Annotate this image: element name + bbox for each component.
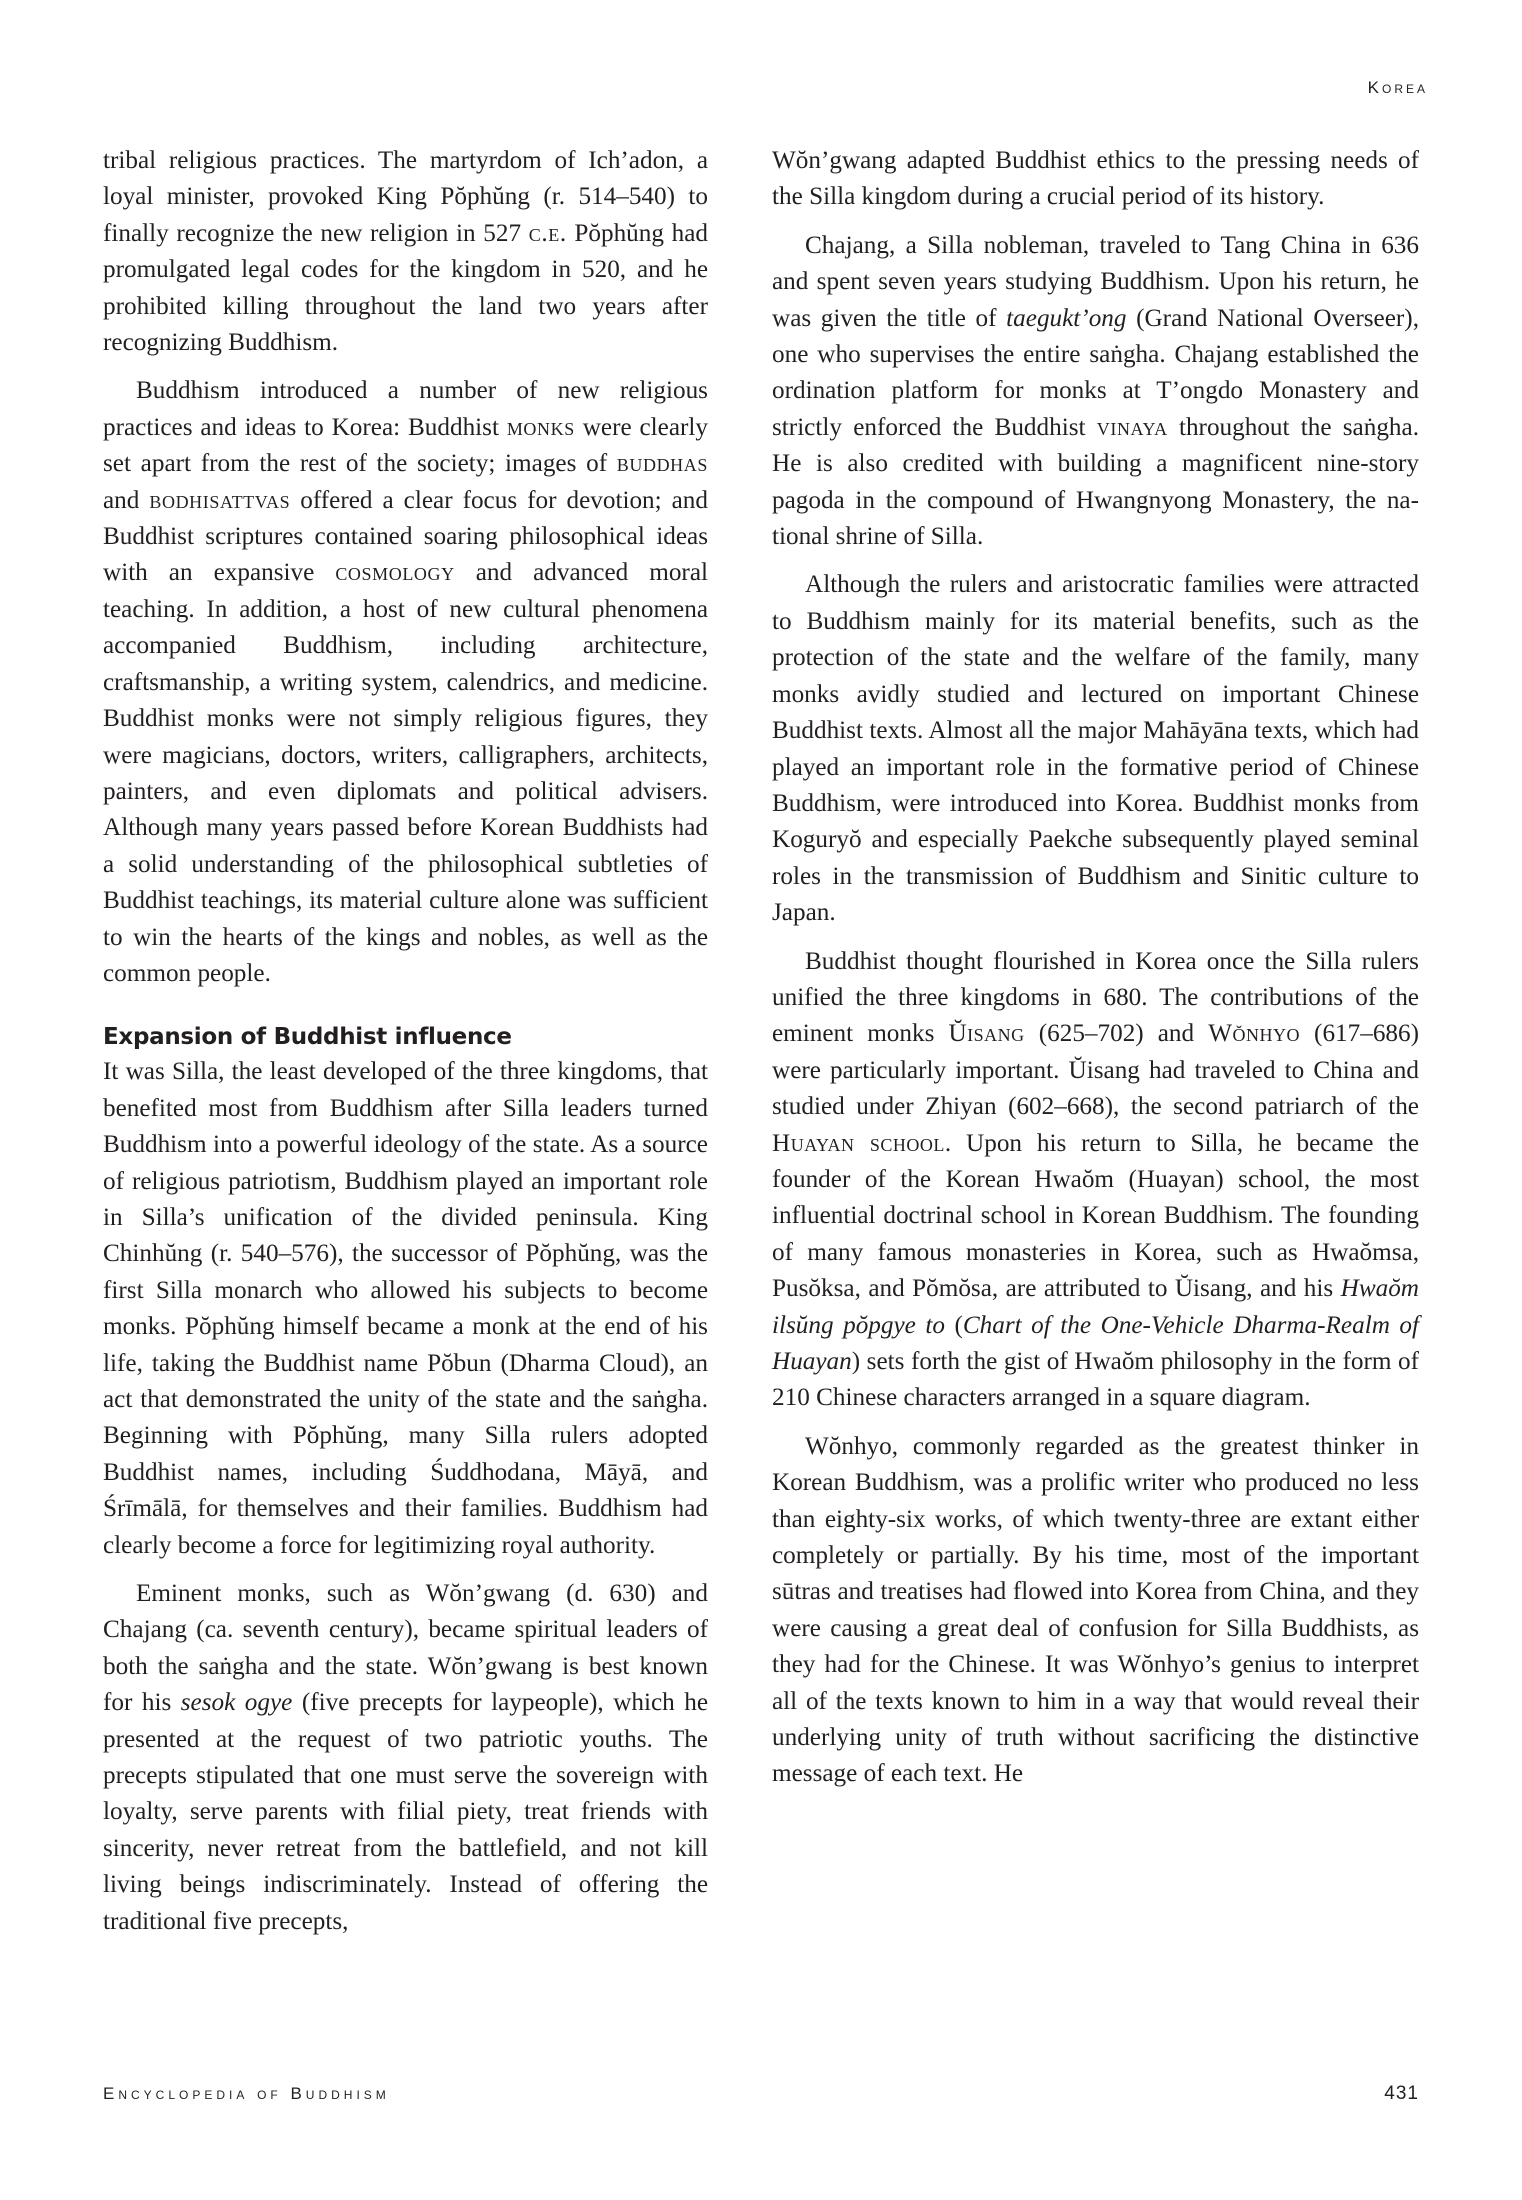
paragraph [772, 944, 1419, 1417]
paragraph-text: offered a clear focus for devotion; and Buddhist scriptures contained soaring philosophical ideas with an expansive [103, 486, 708, 587]
paragraph-continuation: Wŏn’gwang adapted Buddhist ethics to the pressing needs of the Silla kingdom during a crucial period of its history. [772, 147, 1419, 211]
paragraph-text: (Grand National Overseer), one who supervises the entire saṅgha. Chajang established the ordination platform for monks at T’ongdo Monastery and strictly enforced the Buddhist [772, 304, 1419, 441]
cross-reference-buddhas[interactable]: buddhas [616, 450, 708, 478]
paragraph-text: Pŏphŭng had promulgated legal codes for the kingdom in 520, and he prohibited killing throughout the land two years after recognizing Buddhism. [103, 219, 708, 357]
book-title: Encyclopedia of Buddhism [103, 2084, 390, 2103]
paragraph [772, 228, 1419, 556]
paragraph-text: Buddhism introduced a number of new religious practices and ideas to Korea: Buddhist [103, 377, 708, 441]
italic-title: Hwaŏm ilsŭng pŏpgye to [772, 1275, 1419, 1339]
cross-reference-cosmology[interactable]: cosmology [335, 559, 455, 587]
paragraph: Although the rulers and aristocratic families were attracted to Buddhism mainly for its material benefits, such as the protection of the state and the welfare of the family, many monks avidly studied and lectured on important Chinese Buddhist texts. Almost all the major Mahāyāna texts, which had played an important role in the formative period of Chinese Buddhism, were introduced into Korea. Buddhist monks from Koguryŏ and especially Paekche subsequently played seminal roles in the transmission of Buddhism and Sinitic culture to Japan. [772, 571, 1419, 927]
cross-reference-huayan-school[interactable]: Huayan school [772, 1129, 945, 1157]
left-column [103, 143, 708, 1940]
paragraph-text: ( [944, 1311, 963, 1339]
cross-reference-monks[interactable]: monks [506, 413, 575, 441]
paragraph-continuation [103, 143, 708, 361]
running-head: Korea [1367, 78, 1428, 97]
paragraph-text: Chajang, a Silla nobleman, traveled to Tang China in 636 and spent seven years studying Buddhism. Upon his return, he was given the title of [772, 231, 1419, 332]
paragraph [103, 1576, 708, 1940]
paragraph-text: . Upon his return to Silla, he became the founder of the Korean Hwaŏm (Huayan) school, the most influential doctrinal school in Korean Buddhism. The founding of many famous monasteries in Korea, such as Hwaŏmsa, Pusŏksa, and Pŏmŏsa, are attributed to Ŭisang, and his [772, 1129, 1420, 1303]
paragraph-text: throughout the saṅgha. He is also credited with building a magnificent nine-story pagoda in the compound of Hwangnyong Monastery, the national shrine of Silla. [772, 413, 1419, 551]
paragraph: It was Silla, the least developed of the three kingdoms, that benefited most from Buddhism after Silla leaders turned Buddhism into a powerful ideology of the state. As a source of religious patriotism, Buddhism played an important role in Silla’s unification of the divided peninsula. King Chinhŭng (r. 540–576), the successor of Pŏphŭng, was the first Silla monarch who allowed his subjects to become monks. Pŏphŭng himself became a monk at the end of his life, taking the Buddhist name Pŏbun (Dharma Cloud), an act that demonstrated the unity of the state and the saṅgha. Beginning with Pŏphŭng, many Silla rulers adopted Buddhist names, including Śuddhodana, Māyā, and Śrīmālā, for themselves and their families. Buddhism had clearly become a force for legitimizing royal authority. [103, 1058, 708, 1559]
cross-reference-bodhisattvas[interactable]: bodhisattvas [149, 486, 291, 514]
page-footer [103, 2083, 1419, 2105]
paragraph-text: were clearly set apart from the rest of the society; images of [103, 413, 708, 478]
italic-term: taegukt’ong [1006, 304, 1127, 332]
paragraph: Wŏnhyo, commonly regarded as the greatest thinker in Korean Buddhism, was a prolific writer who produced no less than eighty-six works, of which twenty-three are extant either completely or partially. By his time, most of the important sūtras and treatises had flowed into Korea from China, and they were causing a great deal of confusion for Silla Buddhists, as they had for the Chinese. It was Wŏnhyo’s genius to interpret all of the texts known to him in a way that would reveal their underlying unity of truth without sacrificing the distinctive message of each text. He [772, 1432, 1419, 1788]
cross-reference-uisang[interactable]: Ŭisang [948, 1020, 1025, 1048]
paragraph-text: and advanced moral teaching. In addition, a host of new cultural phenomena accompanied Buddhism, including architecture, craftsmanship, a writing system, calendrics, and medicine. Buddhist monks were not simply religious figures, they were magicians, doctors, writers, calligraphers, architects, painters, and even diplomats and political advisers. Although many years passed before Korean Buddhists had a solid understanding of the philosophical subtleties of Buddhist teachings, its material culture alone was sufficient to win the hearts of the kings and nobles, as well as the common people. [103, 559, 708, 987]
page-number: 431 [1384, 2083, 1419, 2104]
paragraph-text: tribal religious practices. The martyrdom of Ich’adon, a loyal minister, provoked King Pŏphŭng (r. 514–540) to finally recognize the new religion in 527 [103, 147, 708, 247]
paragraph-text: (625–702) and [1024, 1020, 1209, 1048]
paragraph-text: (617–686) were particularly important. Ŭisang had traveled to China and studied under Zhiyan (602–668), the second patriarch of the [772, 1020, 1419, 1121]
cross-reference-wonhyo[interactable]: Wŏnhyo [1208, 1020, 1300, 1048]
paragraph-text: (five precepts for laypeople), which he presented at the request of two patriotic youths. The precepts stipulated that one must serve the sovereign with loyalty, serve parents with filial piety, treat friends with sincerity, never retreat from the battlefield, and not kill living beings indiscriminately. Instead of offering the traditional five precepts, [103, 1689, 709, 1935]
italic-term: sesok ogye [180, 1689, 293, 1717]
italic-translation: Chart of the One-Vehicle Dharma-Realm of Huayan [772, 1311, 1420, 1375]
section-heading: Expansion of Buddhist influence [103, 1024, 512, 1051]
paragraph-text: Eminent monks, such as Wŏn’gwang (d. 630) and Chajang (ca. seventh century), became spiritual leaders of both the saṅgha and the state. Wŏn’gwang is best known for his [103, 1580, 708, 1717]
paragraph-text: ) sets forth the gist of Hwaŏm philosophy in the form of 210 Chinese characters arranged in a square diagram. [772, 1348, 1419, 1412]
cross-reference-vinaya[interactable]: vinaya [1096, 413, 1168, 441]
era-abbreviation: c.e. [528, 219, 567, 247]
paragraph-text: and [103, 486, 150, 514]
paragraph-text: Buddhist thought flourished in Korea once the Silla rulers unified the three kingdoms in 680. The contributions of the eminent monks [772, 947, 1419, 1048]
right-column [772, 143, 1419, 1793]
paragraph [103, 373, 708, 992]
